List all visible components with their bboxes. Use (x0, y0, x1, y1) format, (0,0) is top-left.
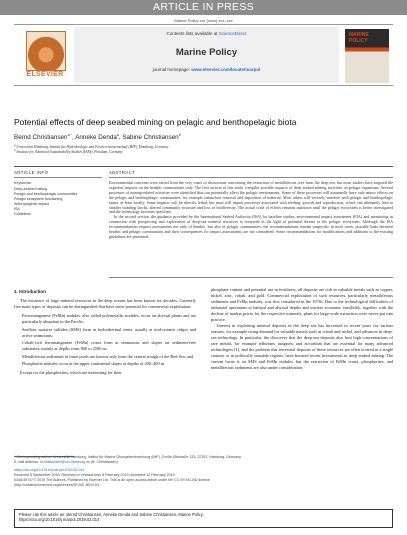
sciencedirect-link[interactable]: ScienceDirect (218, 31, 247, 36)
license-text: 0308-597X/ © 2019 The Authors. Published by Elsevier Ltd. This is an open access article under the CC BY-NC-ND license (14, 477, 210, 482)
author-name[interactable]: , Sabine Christiansen (118, 134, 179, 142)
keyword: Anthropogenic impact (14, 201, 49, 206)
list-item: • Metalliferous sediments in brine pools are known only from the central trough of the Red Sea; and (22, 354, 196, 360)
affil-marker: a (14, 143, 16, 147)
info-top-rule (14, 166, 393, 167)
corresponding-author-note: * Corresponding author. Universität Hamburg, Institut für Marine Ökosystemforschung (IMF), Große Elbstraße 133, 22767, Hamburg, Germany. (14, 455, 242, 459)
section-heading-introduction: 1. Introduction (14, 289, 46, 294)
keyword: Pelagic and benthopelagic communities (14, 191, 78, 196)
citation-box (14, 509, 393, 528)
divider (109, 177, 393, 178)
abstract-body (109, 181, 393, 271)
contents-prefix: Contents lists available at (166, 31, 219, 36)
article-in-press-banner: ARTICLE IN PRESS (0, 0, 407, 15)
affil-text: Universität Hamburg, Institut für Hydrobiologie und Fischereiwissenschaft (IHF), Hamburg, Germany (15, 145, 169, 150)
elsevier-logo (18, 31, 66, 83)
author-affil-marker: b (178, 133, 181, 137)
cover-line-1: MARINE (349, 32, 369, 38)
author-list (14, 132, 393, 141)
corresponding-marker[interactable]: * (70, 132, 73, 137)
author-name[interactable]: Bernd Christiansen (14, 134, 68, 142)
doi-link[interactable]: https://doi.org/10.1016/j.marpol.2019.02.014 (14, 467, 85, 472)
affil-text: Institute for Advanced Sustainability Studies (IASS), Potsdam, Germany (15, 150, 123, 155)
keyword: Guidelines (14, 211, 31, 216)
author-affil-marker: a, (67, 133, 71, 137)
affil-marker: b (14, 148, 16, 152)
affiliation-b (14, 148, 393, 154)
keywords-list (14, 187, 102, 216)
body-paragraph: The existence of large mineral resources in the deep oceans has been known for decades. Currently five main types of deposits can be distinguished that have some potential for commercial exploitation: (14, 298, 196, 309)
received-dates: Received 5 September 2018; Received in revised form 8 February 2019; Accepted 12 February 2019 (14, 472, 175, 477)
journal-cover-thumbnail (345, 29, 389, 83)
keyword: ISA (14, 206, 20, 211)
list-item: • Seafloor massive sulfides (SMS) form at hydrothermal vents, usually at mid-oceanic ridges and active seamounts; (22, 327, 196, 339)
body-paragraph: Interest in exploiting mineral deposits in the deep sea has increased in recent years for various reasons, for example rising demand for valuable metals such as cobalt and nickel, and advances in deep-sea technology. In particular, the discovery that the deep-sea deposits also host high concentrations of rare metals, for example tellurium, tungsten, and zirconium that are essential for many advanced technologies [1], and the problem that terrestrial deposits of these resources are often located in a single country or in politically unstable regions, have boosted recent investments in deep seabed mining. The current focus is on SMS and FeMn nodules, but the extraction of FeMn crusts, phosphorites, and metalliferous sediments are also under consideration. (211, 323, 393, 370)
license-url[interactable]: (http://creativecommons.org/licenses/BY-NC-ND/4.0/). (14, 482, 100, 487)
divider (109, 277, 393, 278)
footnotes (14, 455, 393, 487)
keywords-label: Keywords: (14, 181, 32, 185)
homepage-line (74, 67, 339, 72)
contents-line (74, 31, 339, 36)
citation-text: Please cite this article as: Bernd Christiansen, Anneke Denda and Sabine Christiansen, Marine Policy, (19, 512, 204, 517)
list-item: • Ferromanganese (FeMn) nodules, also called polymetallic nodules, occur on abyssal plains and are particularly abundant in the Pacific; (22, 313, 196, 325)
email-suffix: (B. Christiansen). (89, 459, 119, 464)
abstract-heading: ABSTRACT (109, 170, 136, 175)
article-title: Potential effects of deep seabed mining on pelagic and benthopelagic biota (14, 117, 297, 127)
right-column (211, 287, 393, 452)
homepage-link[interactable]: www.elsevier.com/locate/marpol (191, 67, 261, 72)
left-column (14, 298, 196, 450)
masthead-center (74, 27, 339, 83)
keyword: Pelagic ecosystem functioning (14, 196, 63, 201)
list-item: • Cobalt-rich ferromanganese (FeMn) crusts form at seamounts and slopes on sediment-free substrates, mainly at depths from 800 to 2500 m; (22, 340, 196, 352)
journal-masthead (14, 24, 393, 86)
keyword: Deep-seabed mining (14, 187, 48, 191)
email-link[interactable]: bchristiansen@uni-hamburg.de (39, 459, 90, 464)
list-item: • Phosphorite nodules occur at the upper continental slopes at depths of 200–400 m. (22, 361, 196, 367)
journal-title: Marine Policy (175, 47, 238, 58)
article-info-heading: ARTICLE INFO (14, 170, 49, 175)
email-label: E-mail address: (14, 459, 40, 464)
cover-line-2: POLICY (349, 38, 368, 44)
author-affil-marker: a (116, 133, 119, 137)
homepage-prefix: journal homepage: (152, 67, 192, 72)
abstract-paragraph: Environmental concerns were raised from the very onset of discussions concerning the extraction of metalliferous ores from the deep sea, but most studies have targeted the expected impacts on the benthic communities only. The first section of this study compiles possible impacts of deep seabed mining activities on pelagic organisms. Several processes of mining-related activities were identified that can potentially affect the pelagic environment. Some of these processes will assumedly have only minor effects on the pelagic and benthopelagic communities, for example subsurface removal and deposition of material. Most others will severely interfere with pelagic and benthopelagic fauna, at least locally. Some impacts will be directly lethal, but most will impair processes associated with feeding, growth and reproduction, which can ultimately lead to smaller standing stocks, altered community structure and loss of biodiversity. The actual scale of effects remains unknown until the pelagic ecosystem is better investigated and the technology becomes specified. (109, 181, 393, 215)
body-paragraph: Except for the phosphorites, which are interesting for their (20, 370, 122, 375)
deposit-list (14, 313, 196, 367)
citation-doi[interactable]: https://doi.org/10.1016/j.marpol.2019.02.014 (19, 517, 100, 523)
divider (14, 177, 102, 178)
body-paragraph: phosphate content and potential use in fertilizers, all deposits are rich in valuable metals such as copper, nickel, zinc, cobalt, and gold. Commercial exploitation of such resources, particularly metalliferous sediments and FeMn nodules, was first considered in the 1970s. Due to the technological difficulties of industrial operations at bathyal and abyssal depths and unclear economic feasibility, together with the decline of market prices for the respective minerals, plans for large-scale extraction were never put into practice. (211, 287, 393, 322)
abstract-paragraph: In the second section, the guidance provided by the International Seabed Authority (ISA) for baseline studies, environmental impact assessment (EIA) and monitoring in connection with prospecting and exploration of deep-sea mineral resources is reviewed in the light of potential threats to the pelagic ecosystem. Although the ISA recommendations request assessments not only of benthic, but also of pelagic communities, the recommendations remain unspecific in most cases; possible links between benthic and pelagic communities and their consequences for impact assessments are not considered. Some recommendations for modifications and additions to the existing guidelines are presented. (109, 214, 393, 239)
elsevier-tree-icon (26, 31, 66, 71)
author-name[interactable]: , Anneke Denda (72, 134, 117, 142)
journal-reference: Marine Policy xxx (xxxx) xxx–xxx (174, 18, 233, 23)
publisher-name: ELSEVIER (26, 71, 64, 78)
